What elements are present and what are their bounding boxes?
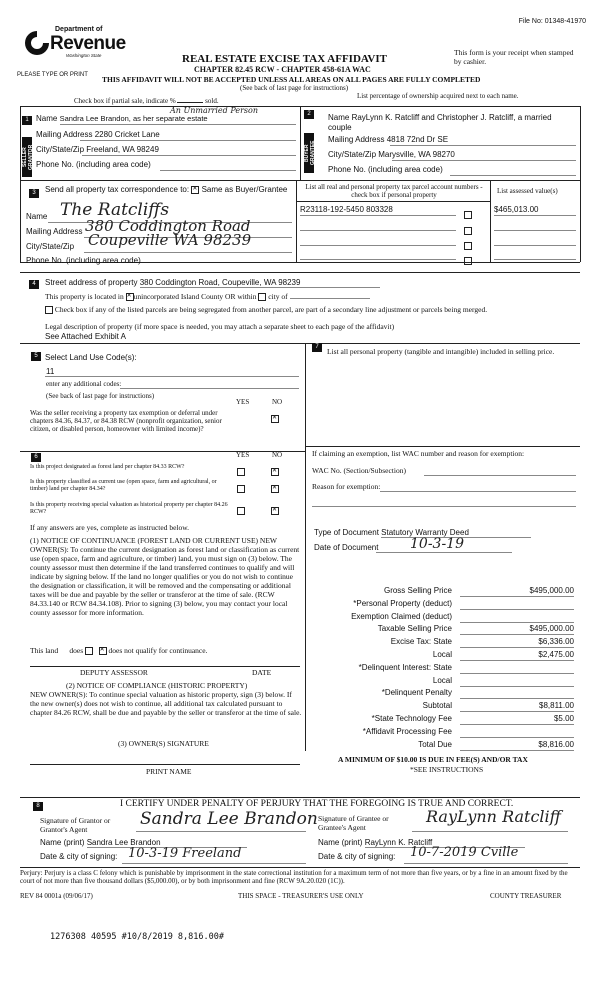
tax-row-value[interactable] <box>460 688 574 699</box>
grantee-date-city[interactable]: 10-7-2019 Cville <box>410 845 519 860</box>
forest-no-checkbox[interactable] <box>271 463 279 481</box>
current-use-question: Is this property classified as current use (open space, farm and agricultural, or timber) land per chapter 84.34? <box>30 479 217 492</box>
tax-row-label: Exemption Claimed (deduct) <box>351 611 452 621</box>
grantee-signature[interactable]: RayLynn Ratcliff <box>426 807 561 826</box>
deputy-assessor-label: DEPUTY ASSESSOR <box>80 668 148 677</box>
tax-row-label: Taxable Selling Price <box>377 624 452 634</box>
ownership-pct-label: List percentage of ownership acquired next to each name. <box>357 92 519 100</box>
grantee-print-row[interactable]: Name (print) RayLynn K. Ratcliff <box>318 838 525 848</box>
additional-codes-label: enter any additional codes: <box>46 380 122 388</box>
yes-header-5: YES <box>236 398 250 406</box>
seller-city: Freeland, WA 98249 <box>86 145 159 154</box>
section-3-badge: 3 <box>29 189 39 198</box>
section-4-badge: 4 <box>29 280 39 289</box>
document-type: Statutory Warranty Deed <box>381 528 531 538</box>
grantor-signature[interactable]: Sandra Lee Brandon <box>140 809 318 829</box>
section-7-badge: 7 <box>312 343 322 352</box>
tax-row-label: Excise Tax: State <box>390 637 452 647</box>
tax-row-value[interactable]: $5.00 <box>460 714 574 725</box>
county-treasurer-label: COUNTY TREASURER <box>490 892 562 900</box>
tax-row-label: Local <box>432 650 452 659</box>
tax-row-value[interactable] <box>460 599 574 610</box>
section-8-badge: 8 <box>33 802 43 811</box>
corr-mailing[interactable]: 380 Coddington Road <box>85 217 251 235</box>
corr-name[interactable]: The Ratcliffs <box>60 200 170 220</box>
land-use-see-back: (See back of last page for instructions) <box>46 392 155 400</box>
city-of-checkbox[interactable] <box>258 293 266 301</box>
see-instructions-note: *SEE INSTRUCTIONS <box>410 765 484 774</box>
buyer-name: RayLynn K. Ratcliff and Christopher J. Ratcliff, a married couple <box>328 113 552 132</box>
section-5-badge: 5 <box>31 352 41 361</box>
unincorporated-checkbox[interactable] <box>126 293 134 301</box>
assessed-value[interactable]: $465,013.00 <box>494 205 539 214</box>
logo-dept: Department of <box>55 26 103 33</box>
tax-correspondence-row[interactable]: Send all property tax correspondence to: ✕ Same as Buyer/Grantee <box>45 185 287 194</box>
seller-name-correction: An Unmarried Person <box>170 106 258 115</box>
corr-city[interactable]: Coupeville WA 98239 <box>88 231 252 249</box>
exemption-question: Was the seller receiving a property tax exemption or deferral under chapters 84.36, 84.37, or 84.38 RCW (nonprofit organization, senior citizen, or disabled person, homeowner with limited income)? <box>30 409 222 433</box>
personal-property-label: List all personal property (tangible and intangible) included in selling price. <box>327 347 555 356</box>
revenue-logo-icon <box>22 28 52 58</box>
land-use-label: Select Land Use Code(s): <box>45 353 137 362</box>
does-not-qualify-checkbox[interactable] <box>99 647 107 655</box>
grantee-sig-label: Signature of Grantee or Grantee's Agent <box>318 814 389 832</box>
buyer-city: Marysville, WA 98270 <box>378 150 455 159</box>
certify-statement: I CERTIFY UNDER PENALTY OF PERJURY THAT THE FOREGOING IS TRUE AND CORRECT. <box>120 799 514 809</box>
buyer-phone-label[interactable]: Phone No. (including area code) <box>328 165 443 174</box>
logo-state: Washington State <box>66 53 102 58</box>
tax-row-label: Local <box>432 675 452 685</box>
tax-row-value[interactable] <box>460 663 574 674</box>
form-number: REV 84 0001a (09/06/17) <box>20 892 93 900</box>
form-chapter: CHAPTER 82.45 RCW - CHAPTER 458-61A WAC <box>194 65 371 74</box>
segregated-checkbox[interactable] <box>45 306 53 314</box>
corr-phone-label: Phone No. (including area code) <box>26 256 141 265</box>
no-header-6: NO <box>272 451 283 459</box>
treasurer-receipt-stamp: 1276308 40595 #10/8/2019 8,816.00# <box>50 932 224 942</box>
print-name-label: PRINT NAME <box>146 767 192 776</box>
owner-signature-label: (3) OWNER(S) SIGNATURE <box>118 739 209 748</box>
tax-row-label: *Personal Property (deduct) <box>353 598 452 608</box>
legal-description-value[interactable]: See Attached Exhibit A <box>45 332 126 341</box>
please-type: PLEASE TYPE OR PRINT <box>17 72 88 78</box>
tax-row-label: Total Due <box>418 739 452 749</box>
does-qualify-checkbox[interactable] <box>85 647 93 655</box>
seller-side-label: SELLER GRANTOR <box>22 137 32 177</box>
tax-row-value[interactable] <box>460 727 574 738</box>
see-back-instructions: (See back of last page for instructions) <box>240 84 349 92</box>
historic-question: Is this property receiving special valuation as historical property per chapter 84.26 RCW? <box>30 502 228 515</box>
parcel-header: List all real and personal property tax parcel account numbers - check box if personal property <box>305 183 483 199</box>
buyer-side-label: BUYER GRANTEE <box>304 133 314 173</box>
tax-row-value[interactable]: $2,475.00 <box>460 650 574 661</box>
no-header-5: NO <box>272 398 283 406</box>
street-address-row[interactable]: Street address of property 380 Coddington Road, Coupeville, WA 98239 <box>45 278 380 288</box>
assessor-date-label: DATE <box>252 668 272 677</box>
located-row[interactable]: This property is located in ✕ unincorporated Island County OR within city of <box>45 292 370 301</box>
not-accepted-warning: THIS AFFIDAVIT WILL NOT BE ACCEPTED UNLESS ALL AREAS ON ALL PAGES ARE FULLY COMPLETED <box>102 75 481 84</box>
grantor-date-label: Date & city of signing: <box>40 852 118 861</box>
tax-row-value[interactable] <box>460 612 574 623</box>
notice-of-continuance: (1) NOTICE OF CONTINUANCE (FOREST LAND OR CURRENT USE) NEW OWNER(S): To continue the current designation as forest land or classification as current use (open space, farm and agriculture, or timber) land, you must sign on (3) below. The county assessor must then determine if the land transferred continues to qualify and will indicate by signing below. If the land no longer qualifies or you do not wish to continue the designation or classification, it will be removed and the compensating or additional taxes will be due and payable by the seller or transferor at the time of sale. (RCW 84.33.140 or RCW 84.34.108). Prior to signing (3) below, you may contact your local county assessor for more information. <box>30 536 300 617</box>
file-number: File No: 01348-41970 <box>518 18 586 25</box>
reason-label: Reason for exemption: <box>312 482 381 491</box>
seller-name: Sandra Lee Brandon, as her separate estate <box>59 114 208 123</box>
grantee-date-label: Date & city of signing: <box>318 852 396 861</box>
grantor-sig-label: Signature of Grantor or Grantor's Agent <box>40 816 111 834</box>
tax-row-label: *Affidavit Processing Fee <box>362 726 452 736</box>
any-yes-note: If any answers are yes, complete as instructed below. <box>30 523 190 532</box>
land-use-code[interactable]: 11 <box>46 367 55 376</box>
grantee-print-name: RayLynn K. Ratcliff <box>365 838 525 848</box>
corr-city-label: City/State/Zip <box>26 242 75 251</box>
grantor-date-city[interactable]: 10-3-19 Freeland <box>128 846 242 861</box>
partial-sale-label: Check box if partial sale, indicate % sold. <box>74 97 219 105</box>
seller-phone-label[interactable]: Phone No. (including area code) <box>36 160 151 169</box>
document-date[interactable]: 10-3-19 <box>410 536 464 552</box>
historic-yes-checkbox[interactable] <box>237 502 245 520</box>
grantor-print-row[interactable]: Name (print) Sandra Lee Brandon <box>40 838 247 848</box>
tax-row-label: Gross Selling Price <box>383 586 452 595</box>
historic-no-checkbox[interactable] <box>271 502 279 520</box>
tax-row-value[interactable] <box>460 676 574 687</box>
parcel-number[interactable]: R23118-192-5450 803328 <box>300 205 393 214</box>
corr-mailing-label: Mailing Address <box>26 227 83 236</box>
legal-description-label: Legal description of property (if more space is needed, you may attach a separate sheet to each page of the affidavit) <box>45 322 395 331</box>
treasurer-space-label: THIS SPACE - TREASURER'S USE ONLY <box>238 892 364 900</box>
exemption-no-checkbox[interactable] <box>271 410 279 428</box>
tax-row-label: *Delinquent Penalty <box>381 688 452 698</box>
section-6-badge: 6 <box>31 453 41 462</box>
assessed-header: List assessed value(s) <box>497 187 558 195</box>
seller-city-row[interactable]: City/State/Zip Freeland, WA 98249 <box>36 145 159 154</box>
receipt-note: This form is your receipt when stamped by cashier. <box>454 48 574 66</box>
buyer-mailing: 4818 72nd Dr SE <box>386 135 449 144</box>
tax-row-label: Subtotal <box>422 701 452 711</box>
minimum-due-note: A MINIMUM OF $10.00 IS DUE IN FEE(S) AND/OR TAX <box>338 755 528 764</box>
logo-name: Revenue <box>50 33 126 54</box>
section-2-badge: 2 <box>304 110 314 119</box>
tax-row-value[interactable]: $495,000.00 <box>460 624 574 635</box>
yes-header-6: YES <box>236 451 250 459</box>
section-1-badge: 1 <box>22 116 32 125</box>
form-title: REAL ESTATE EXCISE TAX AFFIDAVIT <box>182 53 387 65</box>
same-as-buyer-checkbox[interactable] <box>191 186 199 194</box>
parcel-personal-checkbox-4[interactable] <box>464 252 472 270</box>
notice-of-compliance: NEW OWNER(S): To continue special valuation as historic property, sign (3) below. If the new owner(s) does not wish to continue, all additional tax calculated pursuant to chapter 84.26 RCW, shall be due and payable by the seller or transferor at the time of sale. <box>30 690 302 717</box>
grantor-print-name: Sandra Lee Brandon <box>87 838 247 848</box>
seller-mailing-row[interactable]: Mailing Address 2280 Cricket Lane <box>36 130 160 139</box>
tax-row-label: *Delinquent Interest: State <box>358 662 452 672</box>
document-type-row[interactable]: Type of Document Statutory Warranty Deed <box>314 528 531 538</box>
perjury-warning: Perjury: Perjury is a class C felony which is punishable by imprisonment in the state correctional institution for a maximum term of not more than five years, or by a fine in an amount fixed by the court of not more than five thousand dollars ($5,000.00), or by both imprisonment and fine (RCW 9A.20.020 (1C)). <box>20 869 568 885</box>
buyer-city-row[interactable]: City/State/Zip Marysville, WA 98270 <box>328 150 455 159</box>
tax-row-label: *State Technology Fee <box>371 714 452 723</box>
document-date-label: Date of Document <box>314 543 379 552</box>
exemption-label: If claiming an exemption, list WAC number and reason for exemption: <box>312 449 525 458</box>
current-use-yes-checkbox[interactable] <box>237 480 245 498</box>
this-land-row: This land does ✕ does not qualify for continuance. <box>30 646 207 655</box>
segregated-row[interactable]: Check box if any of the listed parcels are being segregated from another parcel, are part of a secondary line adjustment or parcels being merged. <box>45 305 487 314</box>
current-use-no-checkbox[interactable] <box>271 480 279 498</box>
forest-yes-checkbox[interactable] <box>237 463 245 481</box>
buyer-mailing-row[interactable]: Mailing Address 4818 72nd Dr SE <box>328 135 449 144</box>
tax-row-value[interactable]: $495,000.00 <box>460 586 574 597</box>
buyer-name-row[interactable]: Name RayLynn K. Ratcliff and Christopher J. Ratcliff, a married couple <box>328 113 552 132</box>
forest-question: Is this project designated as forest land per chapter 84.33 RCW? <box>30 464 185 470</box>
corr-name-label: Name <box>26 212 48 221</box>
notice-of-compliance-title: (2) NOTICE OF COMPLIANCE (HISTORIC PROPERTY) <box>66 681 248 690</box>
wac-label: WAC No. (Section/Subsection) <box>312 466 406 475</box>
tax-row-value[interactable]: $6,336.00 <box>460 637 574 648</box>
seller-name-row[interactable]: Name Sandra Lee Brandon, as her separate estate <box>36 114 208 123</box>
tax-row-value[interactable]: $8,816.00 <box>460 740 574 751</box>
tax-row-value[interactable]: $8,811.00 <box>460 701 574 712</box>
seller-mailing: 2280 Cricket Lane <box>94 130 160 139</box>
street-address: 380 Coddington Road, Coupeville, WA 98239 <box>140 278 380 288</box>
